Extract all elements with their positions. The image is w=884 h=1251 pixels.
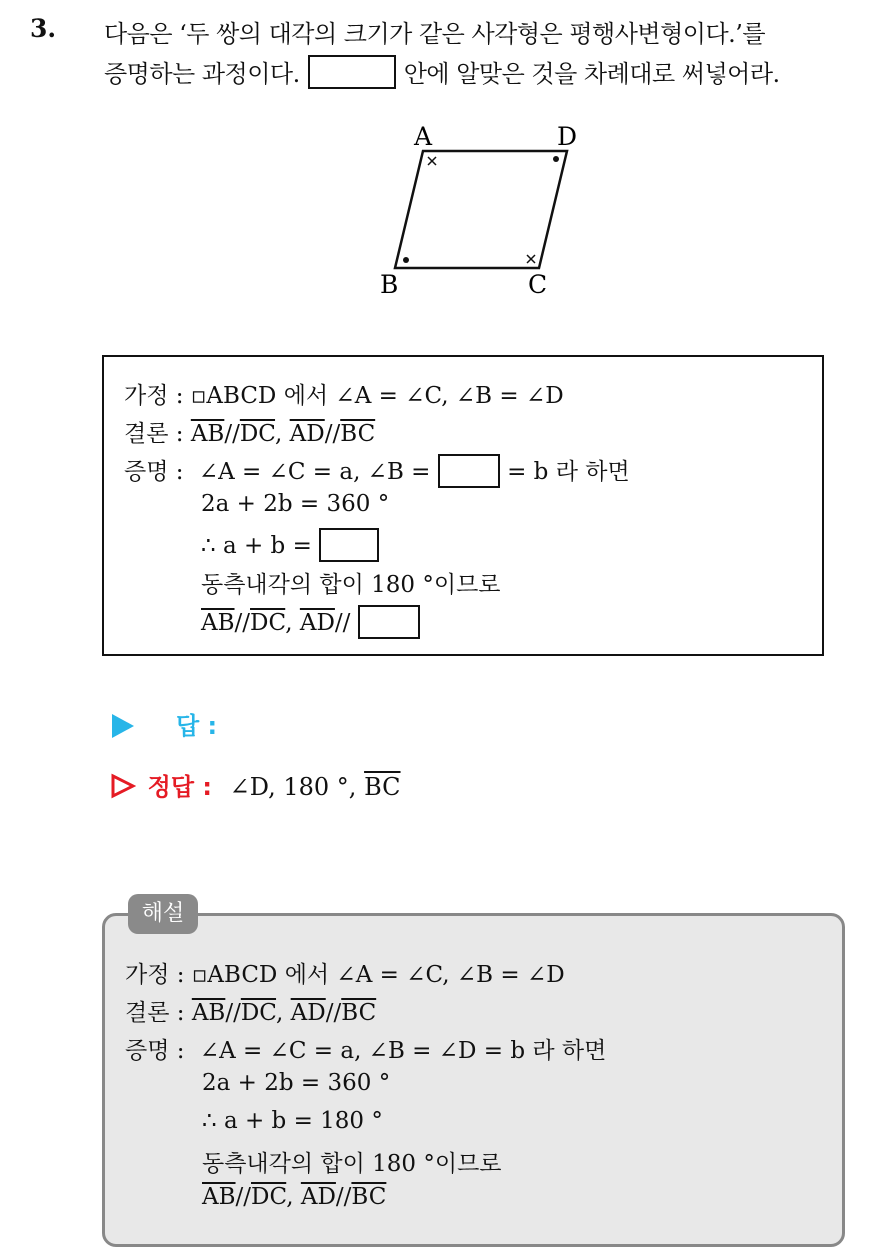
parallelogram-shape (395, 151, 567, 268)
parallel-symbol: // (335, 1184, 352, 1210)
parallel-symbol: // (225, 1000, 241, 1026)
segment-dc: $\overline{DC}$ (240, 1000, 277, 1026)
parallelogram-figure (370, 118, 600, 303)
parallel-symbol: // (324, 421, 341, 447)
proof-box (102, 355, 824, 656)
hypothesis-label: 가정 : (124, 383, 184, 409)
explanation-step-5 (202, 1184, 386, 1210)
vertex-a-label: A (414, 122, 433, 151)
segment-ab: $\overline{AB}$ (202, 1184, 236, 1210)
blank-3-input[interactable] (358, 605, 420, 639)
explanation-step-1 (125, 1032, 606, 1065)
answer-label: 답 : (176, 712, 218, 740)
question-line-2-after: 안에 알맞은 것을 차례대로 써넣어라. (403, 60, 780, 88)
segment-ad: $\overline{AD}$ (289, 421, 325, 447)
blank-2-input[interactable] (319, 528, 379, 562)
segment-ad: $\overline{AD}$ (299, 610, 335, 636)
segment-bc: $\overline{BC}$ (351, 1184, 387, 1210)
segment-ad: $\overline{AD}$ (290, 1000, 326, 1026)
outline-triangle-icon (110, 773, 136, 799)
vertex-d-label: D (557, 122, 578, 151)
angle-a-cross-icon (428, 157, 436, 165)
blank-1-input[interactable] (438, 454, 500, 488)
segment-ab: $\overline{AB}$ (191, 1000, 226, 1026)
proof-step-1 (124, 453, 630, 488)
question-line-2-before: 증명하는 과정이다. (104, 60, 300, 88)
angle-b-dot-icon (403, 257, 409, 263)
explanation-step-3: ∴ a + b = 180 ° (202, 1108, 383, 1134)
blank-box-icon (308, 55, 396, 89)
proof-step-3 (201, 528, 379, 562)
explanation-box (102, 913, 845, 1247)
hypothesis-text: ▫ABCD 에서 ∠A = ∠C, ∠B = ∠D (190, 383, 564, 409)
parallel-symbol: // (334, 610, 351, 636)
explanation-step-4: 동측내각의 합이 180 °이므로 (202, 1151, 502, 1177)
play-triangle-icon (112, 714, 134, 738)
proof-step-2: 2a + 2b = 360 ° (201, 491, 390, 517)
vertex-c-label: C (528, 270, 548, 299)
explanation-conclusion (125, 994, 376, 1027)
comma: , (285, 610, 293, 636)
answer-row (112, 706, 217, 741)
parallel-symbol: // (325, 1000, 342, 1026)
angle-d-dot-icon (553, 156, 559, 162)
question-line-1: 다음은 ‘두 쌍의 대각의 크기가 같은 사각형은 평행사변형이다.’를 (104, 20, 766, 48)
segment-dc: $\overline{DC}$ (250, 610, 286, 636)
hypothesis-label: 가정 : (125, 962, 185, 988)
parallel-symbol: // (234, 610, 251, 636)
explanation-step-1-text: ∠A = ∠C = a, ∠B = ∠D = b 라 하면 (199, 1038, 607, 1064)
proof-label: 증명 : (124, 459, 184, 485)
explanation-tab: 해설 (128, 894, 198, 934)
explanation-hypothesis (125, 956, 565, 989)
proof-step-1-pre: ∠A = ∠C = a, ∠B = (198, 459, 431, 485)
segment-bc: $\overline{BC}$ (340, 421, 376, 447)
hypothesis-text: ▫ABCD 에서 ∠A = ∠C, ∠B = ∠D (191, 962, 565, 988)
question-number: 3. (30, 14, 57, 43)
proof-step-4: 동측내각의 합이 180 °이므로 (201, 572, 501, 598)
proof-hypothesis (124, 377, 564, 410)
segment-bc: $\overline{BC}$ (341, 1000, 377, 1026)
conclusion-label: 결론 : (125, 1000, 185, 1026)
proof-step-5 (201, 605, 420, 639)
correct-answer-segment: $\overline{BC}$ (364, 773, 401, 801)
angle-c-cross-icon (527, 255, 535, 263)
correct-answer-text: ∠D, 180 °, (229, 773, 357, 801)
parallel-symbol: // (224, 421, 240, 447)
segment-dc: $\overline{DC}$ (239, 421, 276, 447)
comma: , (275, 421, 283, 447)
segment-ab: $\overline{AB}$ (201, 610, 235, 636)
conclusion-label: 결론 : (124, 421, 184, 447)
segment-ab: $\overline{AB}$ (190, 421, 225, 447)
explanation-step-2: 2a + 2b = 360 ° (202, 1070, 391, 1096)
proof-conclusion (124, 415, 375, 448)
proof-label: 증명 : (125, 1038, 185, 1064)
parallel-symbol: // (235, 1184, 252, 1210)
correct-answer-label: 정답 : (147, 773, 212, 801)
comma: , (276, 1000, 284, 1026)
correct-answer-row (110, 767, 401, 802)
question-line-2 (104, 54, 780, 89)
segment-dc: $\overline{DC}$ (251, 1184, 287, 1210)
comma: , (286, 1184, 294, 1210)
proof-step-1-post: = b 라 하면 (507, 459, 630, 485)
segment-ad: $\overline{AD}$ (300, 1184, 336, 1210)
vertex-b-label: B (380, 270, 399, 299)
proof-step-3-pre: ∴ a + b = (201, 533, 312, 559)
